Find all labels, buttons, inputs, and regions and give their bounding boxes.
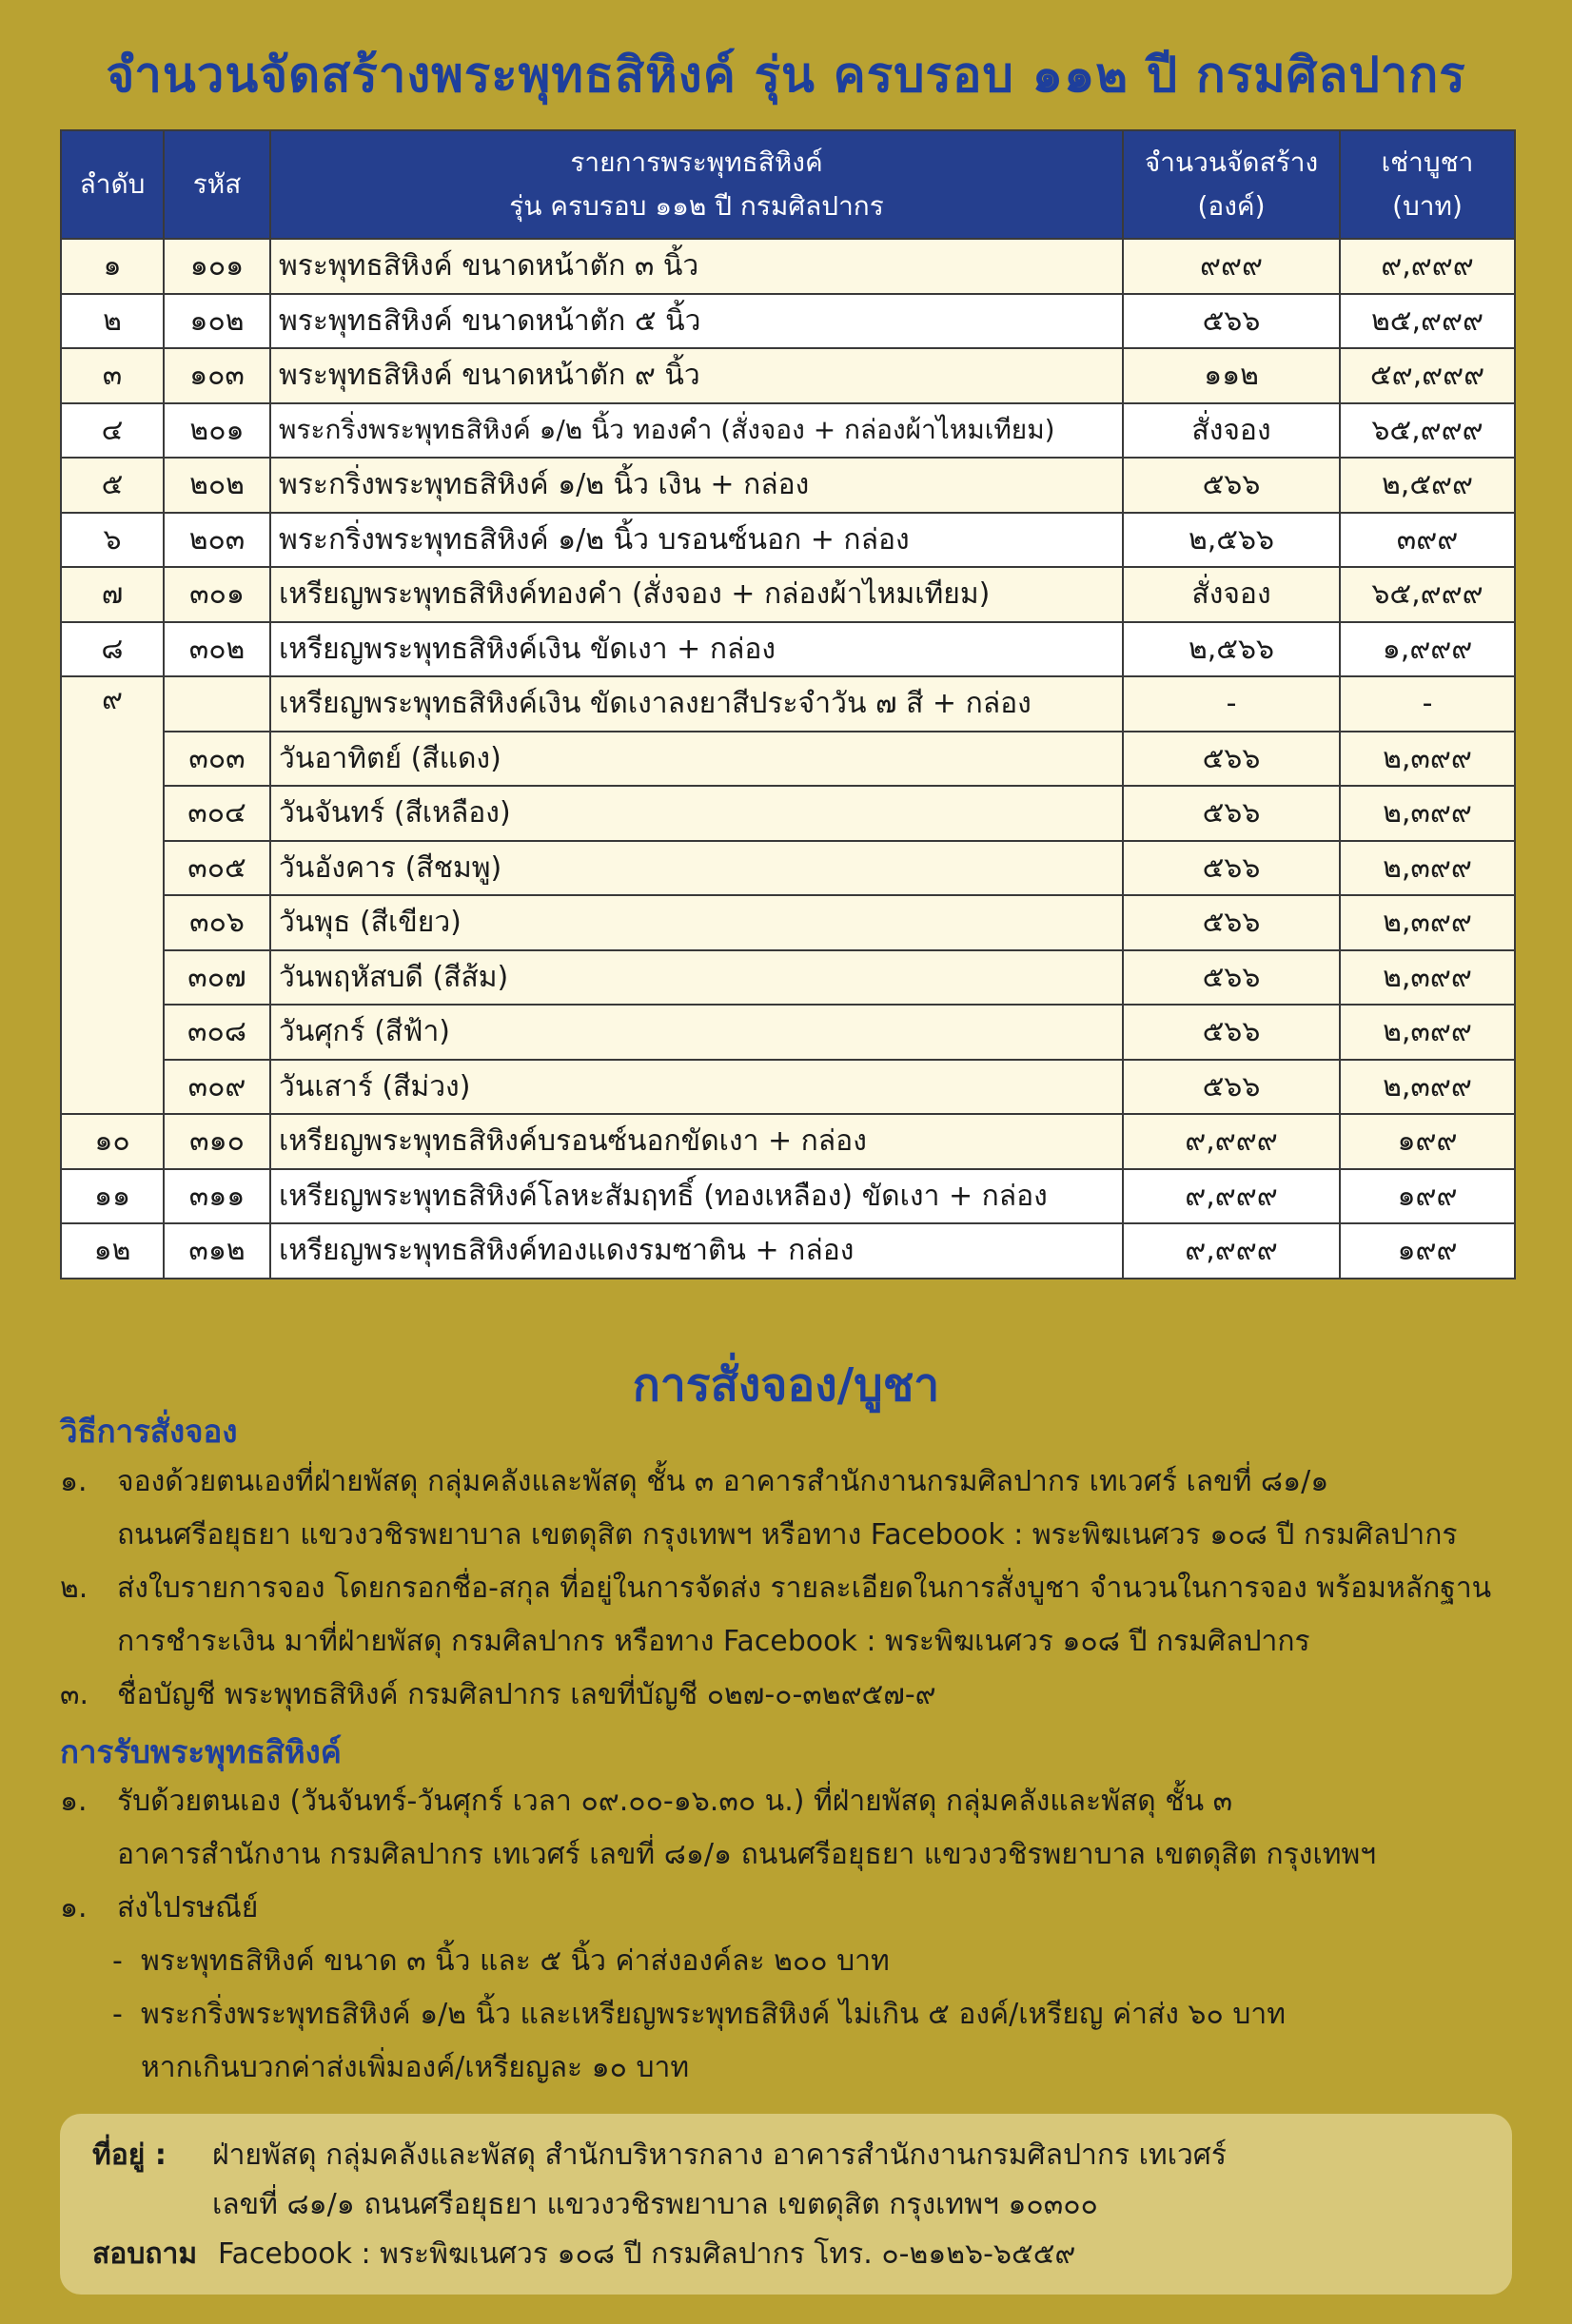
header-price: เช่าบูชา (บาท) — [1340, 130, 1515, 239]
cell-qty: ๕๖๖ — [1123, 458, 1340, 513]
receive-list — [60, 1775, 1525, 2095]
cell-price: ๑๙๙ — [1340, 1169, 1515, 1224]
cell-price: ๑๙๙ — [1340, 1114, 1515, 1169]
cell-qty: ๕๖๖ — [1123, 841, 1340, 896]
cell-code: ๒๐๒ — [164, 458, 270, 513]
cell-order: ๖ — [61, 513, 164, 568]
cell-name: เหรียญพระพุทธสิหิงค์ทองคำ (สั่งจอง + กล่องผ้าไหมเทียม) — [270, 567, 1123, 622]
cell-name: วันอาทิตย์ (สีแดง) — [270, 732, 1123, 787]
table-subrow — [61, 732, 1515, 787]
cell-code: ๓๐๗ — [164, 950, 270, 1006]
cell-name: เหรียญพระพุทธสิหิงค์บรอนซ์นอกขัดเงา + กล่อง — [270, 1114, 1123, 1169]
list-text: ส่งไปรษณีย์ — [117, 1891, 259, 1924]
cell-name: พระกริ่งพระพุทธสิหิงค์ ๑/๒ นิ้ว บรอนซ์นอก + กล่อง — [270, 513, 1123, 568]
cell-qty: ๙,๙๙๙ — [1123, 1169, 1340, 1224]
cell-qty: - — [1123, 676, 1340, 732]
inquiry-text: Facebook : พระพิฆเนศวร ๑๐๘ ปี กรมศิลปากร โทร. ๐-๒๑๒๖-๖๕๕๙ — [218, 2237, 1076, 2271]
list-text: รับด้วยตนเอง (วันจันทร์-วันศุกร์ เวลา ๐๙.๐๐-๑๖.๓๐ น.) ที่ฝ่ายพัสดุ กลุ่มคลังและพัสดุ ชั้น ๓ — [117, 1785, 1233, 1818]
cell-qty: ๕๖๖ — [1123, 895, 1340, 950]
cell-order: ๑ — [61, 239, 164, 294]
cell-price: ๑,๙๙๙ — [1340, 622, 1515, 677]
cell-order: ๑๒ — [61, 1223, 164, 1279]
items-table — [60, 129, 1516, 1279]
page-title: จำนวนจัดสร้างพระพุทธสิหิงค์ รุ่น ครบรอบ ๑๑๒ ปี กรมศิลปากร — [106, 48, 1466, 104]
cell-name: วันเสาร์ (สีม่วง) — [270, 1060, 1123, 1115]
order-method-list — [60, 1455, 1525, 1722]
table-row — [61, 1223, 1515, 1279]
cell-price: ๒,๓๙๙ — [1340, 1060, 1515, 1115]
cell-price: ๑๙๙ — [1340, 1223, 1515, 1279]
cell-price: ๒,๓๙๙ — [1340, 786, 1515, 841]
cell-price: ๕๙,๙๙๙ — [1340, 348, 1515, 403]
cell-code: ๑๐๒ — [164, 294, 270, 349]
cell-price: ๒,๕๙๙ — [1340, 458, 1515, 513]
table-subrow — [61, 950, 1515, 1006]
table-subrow — [61, 841, 1515, 896]
header-order: ลำดับ — [61, 130, 164, 239]
table-row — [61, 567, 1515, 622]
cell-qty: ๕๖๖ — [1123, 1005, 1340, 1060]
table-row — [61, 513, 1515, 568]
table-row — [61, 239, 1515, 294]
cell-qty: ๙,๙๙๙ — [1123, 1114, 1340, 1169]
cell-order: ๘ — [61, 622, 164, 677]
cell-price: ๒,๓๙๙ — [1340, 950, 1515, 1006]
cell-qty: ๕๖๖ — [1123, 786, 1340, 841]
cell-qty: สั่งจอง — [1123, 403, 1340, 459]
cell-price: ๙,๙๙๙ — [1340, 239, 1515, 294]
cell-name: เหรียญพระพุทธสิหิงค์ทองแดงรมซาติน + กล่อง — [270, 1223, 1123, 1279]
cell-price: - — [1340, 676, 1515, 732]
cell-qty: สั่งจอง — [1123, 567, 1340, 622]
cell-code: ๓๑๑ — [164, 1169, 270, 1224]
dash-marker: - — [112, 1998, 123, 2031]
cell-order: ๔ — [61, 403, 164, 459]
cell-price: ๒๕,๙๙๙ — [1340, 294, 1515, 349]
cell-name: พระกริ่งพระพุทธสิหิงค์ ๑/๒ นิ้ว ทองคำ (สั่งจอง + กล่องผ้าไหมเทียม) — [270, 403, 1123, 459]
list-item — [60, 1882, 1525, 1935]
cell-code: ๓๐๒ — [164, 622, 270, 677]
address-line-2: เลขที่ ๘๑/๑ ถนนศรีอยุธยา แขวงวชิรพยาบาล เขตดุสิต กรุงเทพฯ ๑๐๓๐๐ — [212, 2188, 1098, 2221]
cell-code: ๓๐๖ — [164, 895, 270, 950]
cell-name: เหรียญพระพุทธสิหิงค์เงิน ขัดเงาลงยาสีประจำวัน ๗ สี + กล่อง — [270, 676, 1123, 732]
cell-order: ๗ — [61, 567, 164, 622]
table-row — [61, 294, 1515, 349]
address-line-1: ฝ่ายพัสดุ กลุ่มคลังและพัสดุ สำนักบริหารกลาง อาคารสำนักงานกรมศิลปากร เทเวศร์ — [212, 2138, 1227, 2172]
cell-code: ๑๐๑ — [164, 239, 270, 294]
list-item — [60, 1669, 1525, 1722]
cell-name: เหรียญพระพุทธสิหิงค์เงิน ขัดเงา + กล่อง — [270, 622, 1123, 677]
cell-name: เหรียญพระพุทธสิหิงค์โลหะสัมฤทธิ์ (ทองเหลือง) ขัดเงา + กล่อง — [270, 1169, 1123, 1224]
cell-qty: ๕๖๖ — [1123, 294, 1340, 349]
cell-qty: ๕๖๖ — [1123, 950, 1340, 1006]
cell-price: ๒,๓๙๙ — [1340, 895, 1515, 950]
inquiry-label: สอบถาม — [92, 2237, 198, 2271]
cell-code: ๓๐๔ — [164, 786, 270, 841]
cell-name: พระพุทธสิหิงค์ ขนาดหน้าตัก ๓ นิ้ว — [270, 239, 1123, 294]
list-number: ๑. — [60, 1465, 88, 1498]
postal-note — [60, 1988, 1525, 2041]
cell-name: วันพุธ (สีเขียว) — [270, 895, 1123, 950]
cell-name: วันศุกร์ (สีฟ้า) — [270, 1005, 1123, 1060]
table-subrow — [61, 1005, 1515, 1060]
list-number: ๒. — [60, 1572, 88, 1605]
cell-order: ๑๐ — [61, 1114, 164, 1169]
cell-name: วันอังคาร (สีชมพู) — [270, 841, 1123, 896]
list-number: ๑. — [60, 1891, 88, 1924]
cell-code: ๓๐๑ — [164, 567, 270, 622]
table-row-group — [61, 676, 1515, 732]
table-row — [61, 1169, 1515, 1224]
order-method-heading: วิธีการสั่งจอง — [60, 1413, 238, 1450]
list-text-continued: การชำระเงิน มาที่ฝ่ายพัสดุ กรมศิลปากร หรือทาง Facebook : พระพิฆเนศวร ๑๐๘ ปี กรมศิลปากร — [117, 1625, 1310, 1658]
cell-price: ๖๕,๙๙๙ — [1340, 567, 1515, 622]
list-text: ชื่อบัญชี พระพุทธสิหิงค์ กรมศิลปากร เลขที่บัญชี ๐๒๗-๐-๓๒๙๕๗-๙ — [117, 1678, 936, 1711]
cell-qty: ๑๑๒ — [1123, 348, 1340, 403]
cell-qty: ๙,๙๙๙ — [1123, 1223, 1340, 1279]
cell-code: ๑๐๓ — [164, 348, 270, 403]
cell-order: ๓ — [61, 348, 164, 403]
cell-code: ๓๑๐ — [164, 1114, 270, 1169]
cell-qty: ๕๖๖ — [1123, 732, 1340, 787]
cell-code: ๓๐๘ — [164, 1005, 270, 1060]
cell-name: พระกริ่งพระพุทธสิหิงค์ ๑/๒ นิ้ว เงิน + กล่อง — [270, 458, 1123, 513]
table-row — [61, 348, 1515, 403]
cell-qty: ๙๙๙ — [1123, 239, 1340, 294]
cell-qty: ๒,๕๖๖ — [1123, 622, 1340, 677]
cell-code: ๓๐๕ — [164, 841, 270, 896]
list-number: ๓. — [60, 1678, 89, 1711]
cell-name: วันพฤหัสบดี (สีส้ม) — [270, 950, 1123, 1006]
address-box — [60, 2114, 1512, 2295]
list-item — [60, 1455, 1525, 1509]
list-number: ๑. — [60, 1785, 88, 1818]
header-item: รายการพระพุทธสิหิงค์ รุ่น ครบรอบ ๑๑๒ ปี กรมศิลปากร — [270, 130, 1123, 239]
address-label: ที่อยู่ : — [92, 2138, 167, 2172]
list-text-continued: ถนนศรีอยุธยา แขวงวชิรพยาบาล เขตดุสิต กรุงเทพฯ หรือทาง Facebook : พระพิฆเนศวร ๑๐๘ ปี กรมศิลปากร — [117, 1518, 1458, 1552]
dash-marker: - — [112, 1944, 123, 1978]
order-section-title: การสั่งจอง/บูชา — [632, 1358, 940, 1412]
table-row — [61, 403, 1515, 459]
cell-price: ๓๙๙ — [1340, 513, 1515, 568]
list-item — [60, 1562, 1525, 1615]
list-text-continued: อาคารสำนักงาน กรมศิลปากร เทเวศร์ เลขที่ ๘๑/๑ ถนนศรีอยุธยา แขวงวชิรพยาบาล เขตดุสิต กรุงเทพฯ — [117, 1838, 1377, 1871]
cell-code: ๓๑๒ — [164, 1223, 270, 1279]
postal-note-text: พระพุทธสิหิงค์ ขนาด ๓ นิ้ว และ ๕ นิ้ว ค่าส่งองค์ละ ๒๐๐ บาท — [141, 1944, 890, 1978]
table-subrow — [61, 786, 1515, 841]
list-item — [60, 1775, 1525, 1828]
table-row — [61, 622, 1515, 677]
cell-price: ๒,๓๙๙ — [1340, 841, 1515, 896]
cell-code: ๓๐๓ — [164, 732, 270, 787]
list-text: จองด้วยตนเองที่ฝ่ายพัสดุ กลุ่มคลังและพัสดุ ชั้น ๓ อาคารสำนักงานกรมศิลปากร เทเวศร์ เลขที่ ๘๑/๑ — [117, 1465, 1329, 1498]
table-subrow — [61, 1060, 1515, 1115]
cell-price: ๒,๓๙๙ — [1340, 1005, 1515, 1060]
cell-name: พระพุทธสิหิงค์ ขนาดหน้าตัก ๙ นิ้ว — [270, 348, 1123, 403]
cell-price: ๒,๓๙๙ — [1340, 732, 1515, 787]
cell-name: วันจันทร์ (สีเหลือง) — [270, 786, 1123, 841]
table-row — [61, 1114, 1515, 1169]
receive-heading: การรับพระพุทธสิหิงค์ — [60, 1733, 342, 1770]
cell-order: ๒ — [61, 294, 164, 349]
header-quantity: จำนวนจัดสร้าง (องค์) — [1123, 130, 1340, 239]
cell-code-empty — [164, 676, 270, 732]
cell-name: พระพุทธสิหิงค์ ขนาดหน้าตัก ๕ นิ้ว — [270, 294, 1123, 349]
cell-order: ๕ — [61, 458, 164, 513]
table-subrow — [61, 895, 1515, 950]
postal-note-text: พระกริ่งพระพุทธสิหิงค์ ๑/๒ นิ้ว และเหรียญพระพุทธสิหิงค์ ไม่เกิน ๕ องค์/เหรียญ ค่าส่ง ๖๐ บาท — [141, 1998, 1286, 2031]
cell-code: ๒๐๓ — [164, 513, 270, 568]
cell-order: ๙ — [61, 676, 164, 1114]
table-header-row — [61, 130, 1515, 239]
postal-note-continued: หากเกินบวกค่าส่งเพิ่มองค์/เหรียญละ ๑๐ บาท — [141, 2051, 690, 2084]
cell-code: ๒๐๑ — [164, 403, 270, 459]
cell-qty: ๕๖๖ — [1123, 1060, 1340, 1115]
header-code: รหัส — [164, 130, 270, 239]
cell-qty: ๒,๕๖๖ — [1123, 513, 1340, 568]
postal-note — [60, 1935, 1525, 1988]
cell-price: ๖๕,๙๙๙ — [1340, 403, 1515, 459]
table-row — [61, 458, 1515, 513]
cell-code: ๓๐๙ — [164, 1060, 270, 1115]
list-text: ส่งใบรายการจอง โดยกรอกชื่อ-สกุล ที่อยู่ในการจัดส่ง รายละเอียดในการสั่งบูชา จำนวนในการจอง พร้อมหลักฐาน — [117, 1572, 1492, 1605]
cell-order: ๑๑ — [61, 1169, 164, 1224]
